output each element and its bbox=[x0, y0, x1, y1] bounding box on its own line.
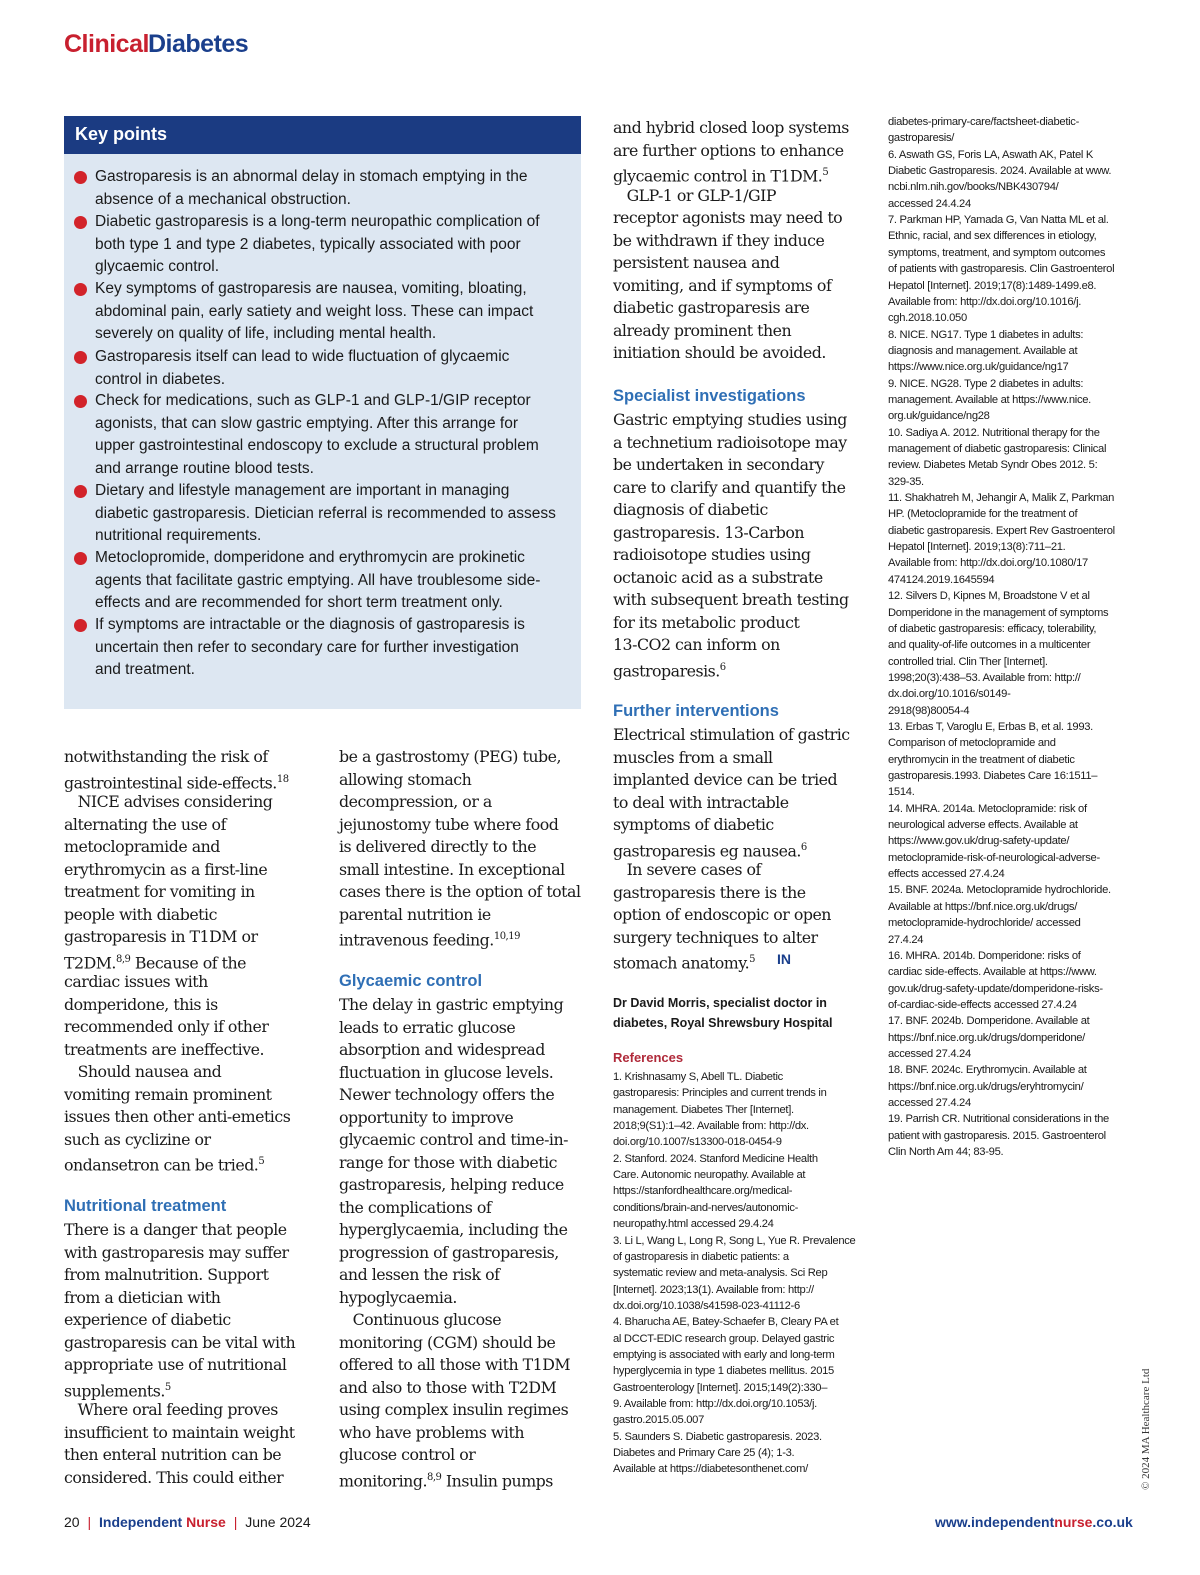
reference-line: controlled trial. Clin Ther [Internet]. bbox=[888, 655, 1048, 668]
body-text-line: cardiac issues with bbox=[64, 972, 208, 991]
reference-line: Hepatol [Internet]. 2019;17(8):1489-1499.e8. bbox=[888, 279, 1097, 292]
body-text-line: metoclopramide and bbox=[64, 837, 220, 856]
footer-left bbox=[64, 1514, 311, 1530]
body-text-line: are further options to enhance bbox=[613, 140, 844, 160]
key-point-text: Key symptoms of gastroparesis are nausea, vomiting, bloating, bbox=[95, 280, 527, 297]
reference-line: 7. Parkman HP, Yamada G, Van Natta ML et al. bbox=[888, 214, 1109, 227]
reference-line: 4. Bharucha AE, Batey-Schaefer B, Cleary PA et bbox=[613, 1316, 839, 1329]
body-text-line: already prominent then bbox=[613, 320, 792, 340]
body-text-line: T2DM.$^{8,9}$ Because of the bbox=[64, 952, 247, 972]
reference-line: 11. Shakhatreh M, Jehangir A, Malik Z, Parkman bbox=[888, 492, 1115, 505]
body-text-line: allowing stomach bbox=[339, 769, 472, 789]
reference-line: cardiac side-effects. Available at https://www. bbox=[888, 966, 1097, 979]
body-text-line: glycaemic control and time-in- bbox=[339, 1130, 568, 1149]
body-text-line: gastroparesis there is the bbox=[613, 882, 806, 902]
issue-date: June 2024 bbox=[245, 1514, 311, 1530]
reference-line: diabetic gastroparesis. Expert Rev Gastroenterol bbox=[888, 524, 1115, 537]
body-text-line: NICE advises considering bbox=[64, 792, 273, 811]
heading-further-interventions: Further interventions bbox=[613, 702, 779, 720]
key-point-text: and arrange routine blood tests. bbox=[95, 459, 314, 477]
body-text-line: GLP-1 or GLP-1/GIP bbox=[613, 185, 777, 205]
body-text-line: insufficient to maintain weight bbox=[64, 1422, 295, 1442]
reference-line: of patients with gastroparesis. Clin Gastroenterol bbox=[888, 263, 1115, 276]
body-text-line: and also to those with T2DM bbox=[339, 1377, 557, 1397]
body-text-line: gastroparesis. 13-Carbon bbox=[613, 522, 805, 542]
magazine-name-part1: Independent bbox=[99, 1514, 183, 1530]
reference-line: Comparison of metoclopramide and bbox=[888, 737, 1056, 750]
reference-line: conditions/brain-and-nerves/autonomic- bbox=[613, 1201, 799, 1214]
reference-line: 17. BNF. 2024b. Domperidone. Available at bbox=[888, 1015, 1090, 1028]
reference-line: management. Available at https://www.nice. bbox=[888, 393, 1091, 406]
body-text-line: decompression, or a bbox=[339, 792, 492, 811]
reference-line: 8. NICE. NG17. Type 1 diabetes in adults: bbox=[888, 328, 1084, 341]
body-text-line: from a dietician with bbox=[64, 1287, 221, 1307]
body-text-line: supplements.$^5$ bbox=[64, 1380, 171, 1400]
key-point-text: both type 1 and type 2 diabetes, typically associated with poor bbox=[95, 235, 521, 253]
key-point-text: agents that facilitate gastric emptying. All have troublesome side- bbox=[95, 571, 541, 589]
body-text-line: domperidone, this is bbox=[64, 994, 218, 1014]
page-number: 20 bbox=[64, 1514, 80, 1530]
reference-line: of diabetic gastroparesis: efficacy, tolerability, bbox=[888, 622, 1097, 635]
body-text-line: gastroparesis eg nausea.$^6$ bbox=[613, 840, 807, 860]
heading-nutritional-treatment: Nutritional treatment bbox=[64, 1197, 227, 1215]
body-text-line: In severe cases of bbox=[613, 860, 761, 879]
body-text-line: hypoglycaemia. bbox=[339, 1287, 457, 1307]
key-point-text: and treatment. bbox=[95, 661, 195, 678]
end-mark-logo: IN bbox=[777, 951, 791, 967]
key-point-text: nutritional requirements. bbox=[95, 527, 262, 544]
reference-line: review. Diabetes Metab Syndr Obes 2012. 5: bbox=[888, 459, 1098, 472]
key-point-text: Metoclopromide, domperidone and erythromycin are prokinetic bbox=[95, 549, 525, 566]
reference-line: 14. MHRA. 2014a. Metoclopramide: risk of bbox=[888, 802, 1087, 815]
key-point-text: Gastroparesis itself can lead to wide fluctuation of glycaemic bbox=[95, 348, 510, 365]
reference-line: https://bnf.nice.org.uk/drugs/eryhtromycin/ bbox=[888, 1080, 1084, 1093]
body-text-line: 13-CO2 can inform on bbox=[613, 635, 780, 654]
body-text-line: symptoms of diabetic bbox=[613, 815, 774, 834]
citation: 5 bbox=[258, 1156, 265, 1167]
body-text-line: be a gastrostomy (PEG) tube, bbox=[339, 747, 561, 766]
key-point-text: upper gastrointestinal endoscopy to exclude a structural problem bbox=[95, 437, 539, 454]
reference-line: Clin North Am 44; 83-95. bbox=[888, 1146, 1004, 1159]
body-text-line: for its metabolic product bbox=[613, 612, 800, 632]
citation: 5 bbox=[822, 167, 829, 178]
key-point-text: If symptoms are intractable or the diagnosis of gastroparesis is bbox=[95, 616, 525, 633]
body-text-line: cases there is the option of total bbox=[339, 882, 581, 901]
bullet-dot-icon bbox=[74, 351, 87, 364]
reference-line: effects accessed 27.4.24 bbox=[888, 868, 1005, 881]
reference-line: gastro.2015.05.007 bbox=[613, 1414, 705, 1427]
citation: 8,9 bbox=[427, 1471, 442, 1483]
body-text-line: with gastroparesis may suffer bbox=[64, 1242, 289, 1262]
reference-line: Ethnic, racial, and sex differences in etiology, bbox=[888, 230, 1097, 243]
reference-line: Available from: http://dx.doi.org/10.1016/j. bbox=[888, 295, 1082, 308]
reference-line: 10. Sadiya A. 2012. Nutritional therapy for the bbox=[888, 426, 1100, 439]
reference-line: https://www.nice.org.uk/guidance/ng17 bbox=[888, 361, 1069, 374]
body-text-line: alternating the use of bbox=[64, 814, 226, 834]
body-text-line: recommended only if other bbox=[64, 1017, 269, 1036]
body-text-line: from malnutrition. Support bbox=[64, 1265, 269, 1284]
reference-line: doi.org/10.1007/s13300-018-0454-9 bbox=[613, 1136, 782, 1149]
body-text-line: is delivered directly to the bbox=[339, 837, 537, 856]
body-text-line: gastroparesis in T1DM or bbox=[64, 927, 258, 946]
body-text-line: care to clarify and quantify the bbox=[613, 477, 846, 497]
bullet-dot-icon bbox=[74, 171, 87, 184]
body-text-line: opportunity to improve bbox=[339, 1107, 514, 1127]
section-label-diabetes: Diabetes bbox=[148, 30, 249, 58]
reference-line: org.uk/guidance/ng28 bbox=[888, 410, 990, 423]
body-text-line: parental nutrition ie bbox=[339, 904, 491, 924]
key-point-text: effects and are recommended for short term treatment only. bbox=[95, 594, 503, 611]
reference-line: ncbi.nlm.nih.gov/books/NBK430794/ bbox=[888, 181, 1059, 194]
author-byline: diabetes, Royal Shrewsbury Hospital bbox=[613, 1015, 833, 1030]
citation: 5 bbox=[749, 954, 755, 965]
citation: 6 bbox=[800, 841, 807, 853]
reference-line: Hepatol [Internet]. 2019;13(8):711–21. bbox=[888, 541, 1066, 554]
reference-line: and quality-of-life outcomes in a multicenter bbox=[888, 639, 1091, 652]
bullet-dot-icon bbox=[74, 283, 87, 296]
reference-line: dx.doi.org/10.1038/s41598-023-41112-6 bbox=[613, 1299, 800, 1312]
reference-line: 1998;20(3):438–53. Available from: http:// bbox=[888, 671, 1081, 684]
body-text-line: monitoring (CGM) should be bbox=[339, 1332, 556, 1352]
author-byline: Dr David Morris, specialist doctor in bbox=[613, 996, 827, 1010]
footer-url[interactable] bbox=[935, 1514, 1133, 1530]
reference-line: neurological adverse effects. Available at bbox=[888, 819, 1078, 832]
key-point-text: severely on quality of life, including mental health. bbox=[95, 325, 437, 342]
citation: 18 bbox=[276, 773, 289, 785]
body-text-line: gastroparesis.$^6$ bbox=[613, 660, 726, 680]
body-text-line: vomiting remain prominent bbox=[64, 1084, 272, 1104]
citation: 5 bbox=[164, 1381, 171, 1393]
heading-glycaemic-control: Glycaemic control bbox=[339, 972, 483, 990]
key-point-text: Diabetic gastroparesis is a long-term neuropathic complication of bbox=[95, 213, 540, 230]
body-text-line: offered to all those with T1DM bbox=[339, 1355, 571, 1374]
key-point-text: Dietary and lifestyle management are important in managing bbox=[95, 482, 510, 499]
body-text-line: be undertaken in secondary bbox=[613, 455, 824, 474]
body-text-line: gastroparesis can be vital with bbox=[64, 1332, 296, 1352]
heading-specialist-investigations: Specialist investigations bbox=[613, 387, 806, 405]
url-part2: nurse bbox=[1054, 1514, 1093, 1530]
bullet-dot-icon bbox=[74, 619, 87, 632]
url-part3: .co.uk bbox=[1092, 1514, 1133, 1530]
footer-separator: | bbox=[233, 1514, 238, 1530]
reference-line: patient with gastroparesis. 2015. Gastroenterol bbox=[888, 1129, 1106, 1142]
key-point-text: Check for medications, such as GLP-1 and GLP-1/GIP receptor bbox=[95, 392, 531, 409]
reference-line: Available at https://diabetesonthenet.com/ bbox=[613, 1463, 808, 1476]
reference-line: Diabetic Gastroparesis. 2024. Available at www. bbox=[888, 165, 1112, 178]
reference-line: neuropathy.html accessed 29.4.24 bbox=[613, 1218, 774, 1231]
body-text-line: diabetic gastroparesis are bbox=[613, 298, 810, 317]
key-point-text: agonists, that can slow gastric emptying. After this arrange for bbox=[95, 414, 519, 432]
reference-line: Care. Autonomic neuropathy. Available at bbox=[613, 1169, 806, 1182]
key-points-title: Key points bbox=[75, 124, 168, 144]
body-text-line: option of endoscopic or open bbox=[613, 905, 831, 924]
reference-line: 3. Li L, Wang L, Long R, Song L, Yue R. Prevalence bbox=[613, 1234, 856, 1247]
bullet-dot-icon bbox=[74, 552, 87, 565]
key-point-text: glycaemic control. bbox=[95, 258, 220, 275]
reference-line: 1. Krishnasamy S, Abell TL. Diabetic bbox=[613, 1071, 783, 1083]
key-point-text: absence of a mechanical obstruction. bbox=[95, 190, 351, 208]
reference-line: metoclopramide-risk-of-neurological-adverse- bbox=[888, 851, 1100, 864]
reference-line: emptying is associated with early and long-term bbox=[613, 1348, 835, 1361]
reference-line: systematic review and meta-analysis. Sci Rep bbox=[613, 1267, 828, 1280]
reference-line: https://bnf.nice.org.uk/drugs/domperidone/ bbox=[888, 1031, 1085, 1044]
key-point-text: Gastroparesis is an abnormal delay in stomach emptying in the bbox=[95, 168, 528, 185]
body-text-line: such as cyclizine or bbox=[64, 1129, 211, 1149]
body-text-line: and lessen the risk of bbox=[339, 1265, 500, 1284]
body-text-line: progression of gastroparesis, bbox=[339, 1242, 559, 1262]
section-label-clinical: Clinical bbox=[64, 30, 149, 58]
body-text-line: diagnosis of diabetic bbox=[613, 500, 768, 519]
body-text-line: people with diabetic bbox=[64, 904, 217, 924]
reference-line: cgh.2018.10.050 bbox=[888, 312, 967, 325]
reference-line: 16. MHRA. 2014b. Domperidone: risks of bbox=[888, 949, 1081, 962]
reference-line: 12. Silvers D, Kipnes M, Broadstone V et al bbox=[888, 590, 1090, 603]
reference-line: hyperglycemia in type 1 diabetes mellitus. 2015 bbox=[613, 1365, 834, 1378]
body-text-line: to deal with intractable bbox=[613, 792, 789, 812]
citation: 8,9 bbox=[115, 953, 131, 965]
reference-line: 2918(98)80054-4 bbox=[888, 704, 970, 717]
body-text-line: vomiting, and if symptoms of bbox=[613, 275, 832, 295]
reference-line: 13. Erbas T, Varoglu E, Erbas B, et al. 1993. bbox=[888, 720, 1093, 733]
reference-line: Domperidone in the management of symptoms bbox=[888, 606, 1109, 619]
key-points-box bbox=[64, 116, 581, 709]
reference-line: symptoms, treatment, and symptom outcomes bbox=[888, 246, 1106, 259]
body-text-line: who have problems with bbox=[339, 1422, 525, 1442]
key-point-text: abdominal pain, early satiety and weight loss. These can impact bbox=[95, 302, 534, 320]
body-text-line: implanted device can be tried bbox=[613, 770, 838, 789]
reference-line: 19. Parrish CR. Nutritional considerations in the bbox=[888, 1113, 1109, 1126]
reference-line: 9. Available from: http://dx.doi.org/10.1053/j. bbox=[613, 1398, 817, 1410]
reference-line: management of diabetic gastroparesis: Clinical bbox=[888, 443, 1107, 455]
body-text-line: muscles from a small bbox=[613, 747, 773, 767]
reference-line: https://www.gov.uk/drug-safety-update/ bbox=[888, 835, 1070, 848]
body-text-line: a technetium radioisotope may bbox=[613, 432, 847, 452]
reference-line: 9. NICE. NG28. Type 2 diabetes in adults: bbox=[888, 377, 1084, 390]
body-text-line: jejunostomy tube where food bbox=[339, 814, 559, 834]
bullet-dot-icon bbox=[74, 216, 87, 229]
reference-line: 2018;9(S1):1–42. Available from: http://dx. bbox=[613, 1120, 809, 1133]
copyright-notice: © 2024 MA Healthcare Ltd bbox=[1140, 1368, 1152, 1490]
reference-line: Diabetes and Primary Care 25 (4); 1-3. bbox=[613, 1447, 795, 1460]
body-text-line: Gastric emptying studies using bbox=[613, 410, 847, 429]
body-text-line: Continuous glucose bbox=[339, 1310, 502, 1329]
body-text-line: persistent nausea and bbox=[613, 253, 780, 272]
reference-line: 18. BNF. 2024c. Erythromycin. Available at bbox=[888, 1064, 1087, 1077]
body-text-line: Electrical stimulation of gastric bbox=[613, 725, 850, 744]
body-text-line: octanoic acid as a substrate bbox=[613, 567, 823, 587]
body-text-line: fluctuation in glucose levels. bbox=[339, 1062, 554, 1082]
body-text-line: the complications of bbox=[339, 1197, 492, 1217]
reference-line: accessed 27.4.24 bbox=[888, 1047, 971, 1060]
body-text-line: then enteral nutrition can be bbox=[64, 1445, 282, 1464]
body-text-line: and hybrid closed loop systems bbox=[613, 118, 849, 137]
reference-line: accessed 24.4.24 bbox=[888, 197, 971, 210]
body-text-line: The delay in gastric emptying bbox=[339, 995, 564, 1014]
reference-line: accessed 27.4.24 bbox=[888, 1097, 971, 1109]
reference-line: al DCCT-EDIC research group. Delayed gastric bbox=[613, 1332, 835, 1345]
body-text-line: leads to erratic glucose bbox=[339, 1017, 516, 1037]
reference-line: 474124.2019.1645594 bbox=[888, 573, 995, 586]
reference-line: 329-35. bbox=[888, 475, 924, 488]
reference-line: of gastroparesis in diabetic patients: a bbox=[613, 1250, 789, 1263]
reference-line: Available at https://bnf.nice.org.uk/drugs/ bbox=[888, 900, 1078, 913]
reference-line: [Internet]. 2023;13(1). Available from: http:// bbox=[613, 1283, 814, 1296]
body-text-line: Newer technology offers the bbox=[339, 1085, 555, 1104]
key-point-text: diabetic gastroparesis. Dietician referral is recommended to assess bbox=[95, 504, 556, 522]
body-text-line: gastroparesis, helping reduce bbox=[339, 1175, 564, 1194]
reference-line: 6. Aswath GS, Foris LA, Aswath AK, Patel K bbox=[888, 148, 1094, 161]
body-text-line: be withdrawn if they induce bbox=[613, 230, 825, 250]
body-text-line: absorption and widespread bbox=[339, 1040, 545, 1059]
reference-line: gov.uk/drug-safety-update/domperidone-risks- bbox=[888, 982, 1103, 995]
body-text-line: erythromycin as a first-line bbox=[64, 859, 268, 879]
references-heading: References bbox=[613, 1050, 684, 1065]
body-text-line: range for those with diabetic bbox=[339, 1152, 557, 1172]
body-text-line: with subsequent breath testing bbox=[613, 590, 849, 609]
body-text-line: receptor agonists may need to bbox=[613, 208, 843, 227]
reference-line: management. Diabetes Ther [Internet]. bbox=[613, 1103, 794, 1116]
body-text-line: hyperglycaemia, including the bbox=[339, 1220, 568, 1239]
reference-line: gastroparesis/ bbox=[888, 132, 955, 145]
body-text-line: intravenous feeding.$^{10,19}$ bbox=[339, 930, 520, 950]
body-text-line: gastrointestinal side-effects.$^{18}$ bbox=[64, 772, 289, 792]
reference-line: gastroparesis: Principles and current trends in bbox=[613, 1087, 827, 1100]
body-text-line: experience of diabetic bbox=[64, 1310, 231, 1329]
key-point-text: control in diabetes. bbox=[95, 370, 226, 388]
reference-line: HP. (Metoclopramide for the treatment of bbox=[888, 508, 1078, 521]
key-points-header bbox=[64, 116, 581, 154]
body-text-line: Where oral feeding proves bbox=[64, 1400, 278, 1419]
magazine-name-part2: Nurse bbox=[186, 1514, 226, 1530]
body-text-line: radioisotope studies using bbox=[613, 545, 811, 564]
reference-line: Available from: http://dx.doi.org/10.1080/17 bbox=[888, 557, 1088, 570]
body-text-line: surgery techniques to alter bbox=[613, 927, 818, 947]
body-text-line: notwithstanding the risk of bbox=[64, 747, 268, 766]
body-text-line: treatments are ineffective. bbox=[64, 1039, 264, 1059]
body-text-line: glucose control or bbox=[339, 1445, 476, 1464]
body-text-line: There is a danger that people bbox=[64, 1220, 287, 1239]
body-text-line: issues then other anti-emetics bbox=[64, 1107, 291, 1126]
body-text-line: small intestine. In exceptional bbox=[339, 859, 565, 879]
reference-line: erythromycin in the treatment of diabetic bbox=[888, 753, 1075, 766]
reference-line: metoclopramide-hydrochloride/ accessed bbox=[888, 917, 1081, 930]
reference-line: diabetes-primary-care/factsheet-diabetic- bbox=[888, 116, 1080, 128]
reference-line: https://stanfordhealthcare.org/medical- bbox=[613, 1185, 793, 1198]
body-text-line: appropriate use of nutritional bbox=[64, 1355, 287, 1374]
reference-line: 15. BNF. 2024a. Metoclopramide hydrochloride. bbox=[888, 884, 1111, 897]
reference-line: gastroparesis.1993. Diabetes Care 16:1511– bbox=[888, 770, 1098, 782]
bullet-dot-icon bbox=[74, 395, 87, 408]
reference-line: 2. Stanford. 2024. Stanford Medicine Health bbox=[613, 1152, 818, 1165]
footer-separator: | bbox=[87, 1514, 92, 1530]
reference-line: Gastroenterology [Internet]. 2015;149(2):330– bbox=[613, 1381, 828, 1394]
body-text-line: glycaemic control in T1DM.$^5$ bbox=[613, 166, 829, 186]
body-text-line: stomach anatomy.$^5$ bbox=[613, 953, 755, 973]
url-part1: www.independent bbox=[935, 1514, 1055, 1530]
body-text-line: initiation should be avoided. bbox=[613, 343, 826, 362]
reference-line: 27.4.24 bbox=[888, 933, 924, 946]
body-text-line: monitoring.$^{8,9}$ Insulin pumps bbox=[339, 1470, 553, 1490]
body-text-line: treatment for vomiting in bbox=[64, 882, 255, 901]
reference-line: dx.doi.org/10.1016/s0149- bbox=[888, 688, 1011, 701]
citation: 10,19 bbox=[493, 931, 520, 942]
reference-line: 5. Saunders S. Diabetic gastroparesis. 2023. bbox=[613, 1430, 822, 1443]
body-text-line: Should nausea and bbox=[64, 1062, 222, 1081]
key-point-text: uncertain then refer to secondary care for further investigation bbox=[95, 638, 519, 656]
bullet-dot-icon bbox=[74, 485, 87, 498]
reference-line: of-cardiac-side-effects accessed 27.4.24 bbox=[888, 998, 1077, 1011]
reference-line: 1514. bbox=[888, 786, 915, 799]
body-text-line: considered. This could either bbox=[64, 1467, 284, 1487]
body-text-line: ondansetron can be tried.$^5$ bbox=[64, 1155, 265, 1175]
citation: 6 bbox=[719, 661, 726, 673]
body-text-line: using complex insulin regimes bbox=[339, 1400, 569, 1419]
reference-line: diagnosis and management. Available at bbox=[888, 344, 1078, 357]
